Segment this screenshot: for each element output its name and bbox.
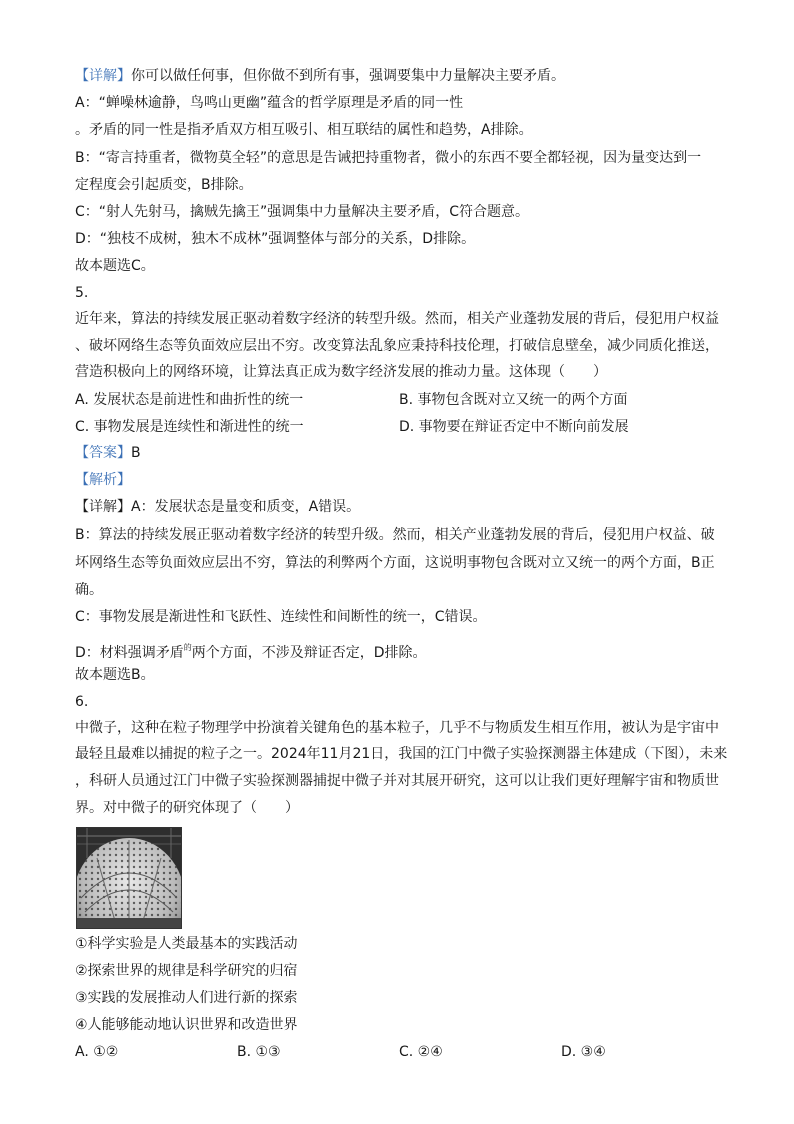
q5-analysis-b-line1: B：算法的持续发展正驱动着数字经济的转型升级。然而，相关产业蓬勃发展的背后，侵犯用户权益、破 [75, 527, 715, 543]
q5-answer: 【答案】B [75, 445, 141, 461]
detector-dome-image [77, 828, 181, 928]
q6-stem-line2: 最轻且最难以捕捉的粒子之一。2024年11月21日，我国的江门中微子实验探测器主体建成（下图），未来 [75, 746, 728, 762]
q5-option-a: A. 发展状态是前进性和曲折性的统一 [75, 392, 304, 408]
q4-analysis-a-line2: 。矛盾的同一性是指矛盾双方相互吸引、相互联结的属性和趋势，A排除。 [75, 122, 533, 138]
q5-stem-line1: 近年来，算法的持续发展正驱动着数字经济的转型升级。然而，相关产业蓬勃发展的背后，侵犯用户权益 [75, 311, 719, 327]
q5-stem-line3: 营造积极向上的网络环境，让算法真正成为数字经济发展的推动力量。这体现（ ） [75, 364, 607, 380]
q6-number: 6. [75, 694, 89, 710]
q5-option-c: C. 事物发展是连续性和渐进性的统一 [75, 419, 304, 435]
q4-detail: 【详解】你可以做任何事，但你做不到所有事，强调要集中力量解决主要矛盾。 [75, 68, 565, 84]
q5-conclusion: 故本题选B。 [75, 667, 155, 683]
q6-stem-line3: ，科研人员通过江门中微子实验探测器捕捉中微子并对其展开研究，这可以让我们更好理解宇宙和物质世 [75, 773, 719, 789]
q4-analysis-a-line1: A：“蝉噪林逾静，鸟鸣山更幽”蕴含的哲学原理是矛盾的同一性 [75, 95, 464, 111]
q6-option-c: C. ②④ [399, 1044, 443, 1060]
q5-option-d: D. 事物要在辩证否定中不断向前发展 [399, 419, 629, 435]
q4-conclusion: 故本题选C。 [75, 258, 155, 274]
q5-analysis-b-line2: 坏网络生态等负面效应层出不穷，算法的利弊两个方面，这说明事物包含既对立又统一的两个方面，B正 [75, 555, 715, 571]
q6-option-a: A. ①② [75, 1044, 119, 1060]
q5-option-b: B. 事物包含既对立又统一的两个方面 [399, 392, 628, 408]
neutrino-detector-photo [76, 827, 182, 929]
q6-option-b: B. ①③ [237, 1044, 281, 1060]
q4-analysis-c: C：“射人先射马，擒贼先擒王”强调集中力量解决主要矛盾，C符合题意。 [75, 204, 530, 220]
q6-item-4: ④人能够能动地认识世界和改造世界 [75, 1017, 298, 1033]
q5-analysis-tag: 【解析】 [75, 472, 131, 488]
q5-number: 5. [75, 285, 89, 301]
q5-analysis-c: C：事物发展是渐进性和飞跃性、连续性和间断性的统一，C错误。 [75, 609, 487, 625]
q4-analysis-b-line1: B：“寄言持重者，微物莫全轻”的意思是告诫把持重物者，微小的东西不要全都轻视，因为量变达到一 [75, 150, 702, 166]
q6-item-1: ①科学实验是人类最基本的实践活动 [75, 936, 298, 952]
q5-analysis-d: D：材料强调矛盾$^的$两个方面，不涉及辩证否定，D排除。 [75, 643, 427, 661]
q5-stem-line2: 、破坏网络生态等负面效应层出不穷。改变算法乱象应秉持科技伦理，打破信息壁垒，减少同质化推送， [75, 338, 719, 354]
q5-detail-a: 【详解】A：发展状态是量变和质变，A错误。 [75, 499, 361, 515]
q6-stem-line1: 中微子，这种在粒子物理学中扮演着关键角色的基本粒子，几乎不与物质发生相互作用，被认为是宇宙中 [75, 720, 719, 736]
q6-option-d: D. ③④ [561, 1044, 606, 1060]
detail-tag: 【详解】 [75, 68, 131, 84]
q6-item-3: ③实践的发展推动人们进行新的探索 [75, 990, 298, 1006]
answer-tag: 【答案】 [75, 445, 131, 461]
q4-analysis-b-line2: 定程度会引起质变，B排除。 [75, 177, 253, 193]
q4-analysis-d: D：“独枝不成树，独木不成林”强调整体与部分的关系，D排除。 [75, 231, 476, 247]
q6-stem-line4: 界。对中微子的研究体现了（ ） [75, 800, 299, 816]
q5-analysis-b-line3: 确。 [75, 582, 103, 598]
q6-item-2: ②探索世界的规律是科学研究的归宿 [75, 963, 298, 979]
